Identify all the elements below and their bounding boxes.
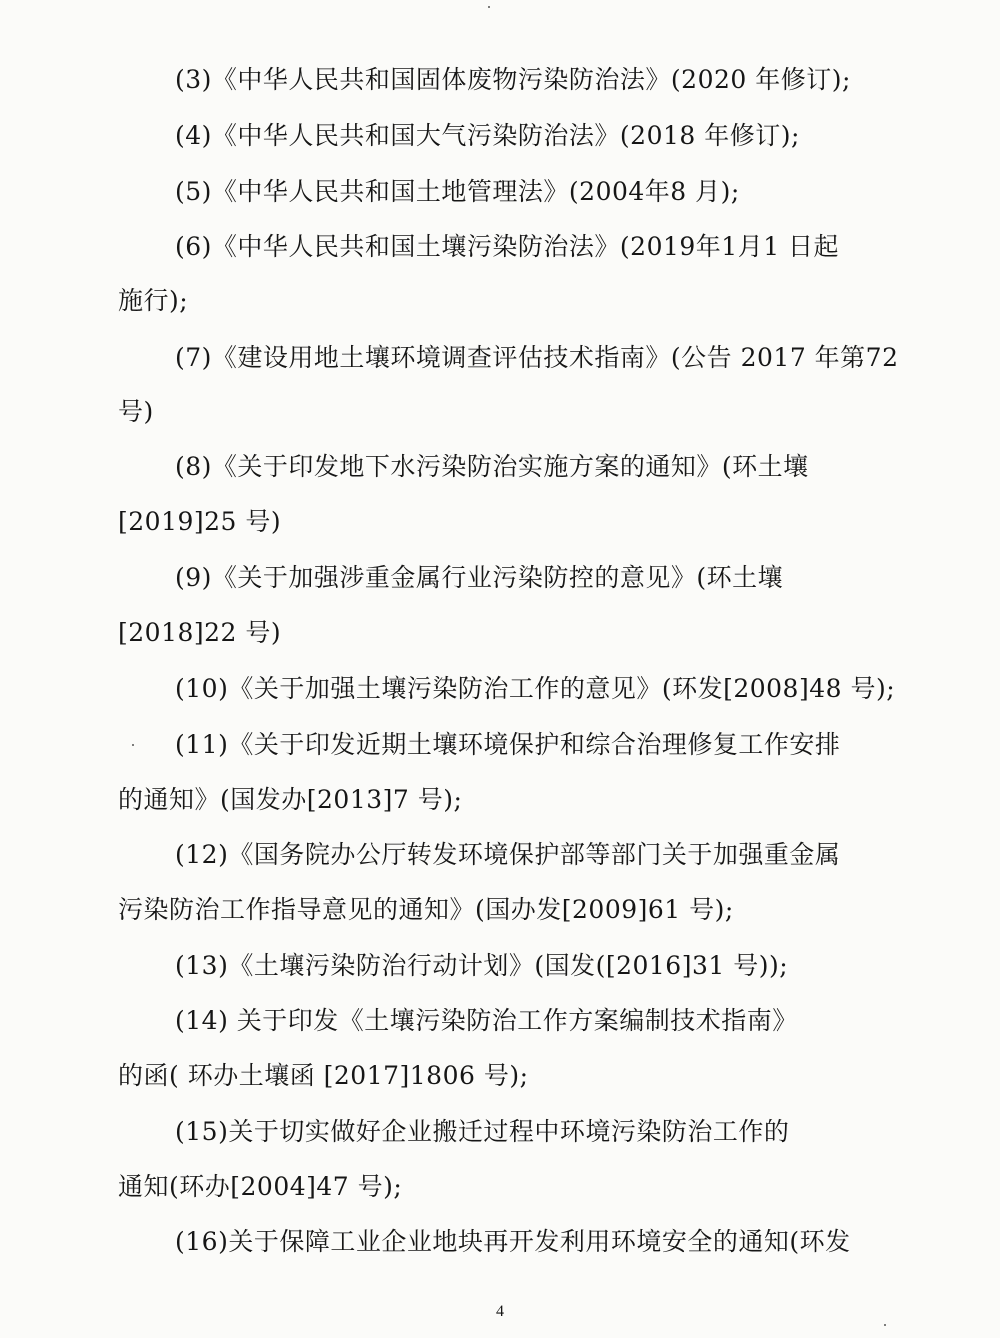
page-number: 4 [496, 1303, 504, 1320]
list-item-12-line-1: (12)《国务院办公厅转发环境保护部等部门关于加强重金属 [175, 840, 841, 869]
scan-speck [488, 6, 490, 8]
list-item-15-line-2: 通知(环办[2004]47 号); [118, 1172, 403, 1201]
list-item-9-line-2: [2018]22 号) [118, 618, 282, 647]
list-item-9-line-1: (9)《关于加强涉重金属行业污染防控的意见》(环土壤 [175, 563, 784, 592]
list-item-10-line-1: (10)《关于加强土壤污染防治工作的意见》(环发[2008]48 号); [175, 674, 896, 703]
list-item-11-line-2: 的通知》(国发办[2013]7 号); [118, 785, 463, 814]
list-item-14-line-1: (14) 关于印发《土壤污染防治工作方案编制技术指南》 [175, 1006, 798, 1035]
list-item-16-line-1: (16)关于保障工业企业地块再开发利用环境安全的通知(环发 [175, 1227, 851, 1256]
scan-speck [132, 744, 134, 746]
scan-speck [884, 1324, 886, 1326]
list-item-7-line-1: (7)《建设用地土壤环境调查评估技术指南》(公告 2017 年第72 [175, 343, 899, 372]
list-item-8-line-1: (8)《关于印发地下水污染防治实施方案的通知》(环土壤 [175, 452, 809, 481]
list-item-14-line-2: 的函( 环办土壤函 [2017]1806 号); [118, 1061, 529, 1090]
list-item-7-line-2: 号) [118, 397, 154, 426]
list-item-15-line-1: (15)关于切实做好企业搬迁过程中环境污染防治工作的 [175, 1117, 790, 1146]
list-item-12-line-2: 污染防治工作指导意见的通知》(国办发[2009]61 号); [118, 895, 734, 924]
list-item-13-line-1: (13)《土壤污染防治行动计划》(国发([2016]31 号)); [175, 951, 789, 980]
list-item-6-line-2: 施行); [118, 286, 189, 315]
list-item-5-line-1: (5)《中华人民共和国土地管理法》(2004年8 月); [175, 177, 740, 206]
list-item-3-line-1: (3)《中华人民共和国固体废物污染防治法》(2020 年修订); [175, 65, 851, 94]
list-item-11-line-1: (11)《关于印发近期土壤环境保护和综合治理修复工作安排 [175, 730, 841, 759]
list-item-4-line-1: (4)《中华人民共和国大气污染防治法》(2018 年修订); [175, 121, 800, 150]
list-item-6-line-1: (6)《中华人民共和国土壤污染防治法》(2019年1月1 日起 [175, 232, 840, 261]
list-item-8-line-2: [2019]25 号) [118, 507, 282, 536]
